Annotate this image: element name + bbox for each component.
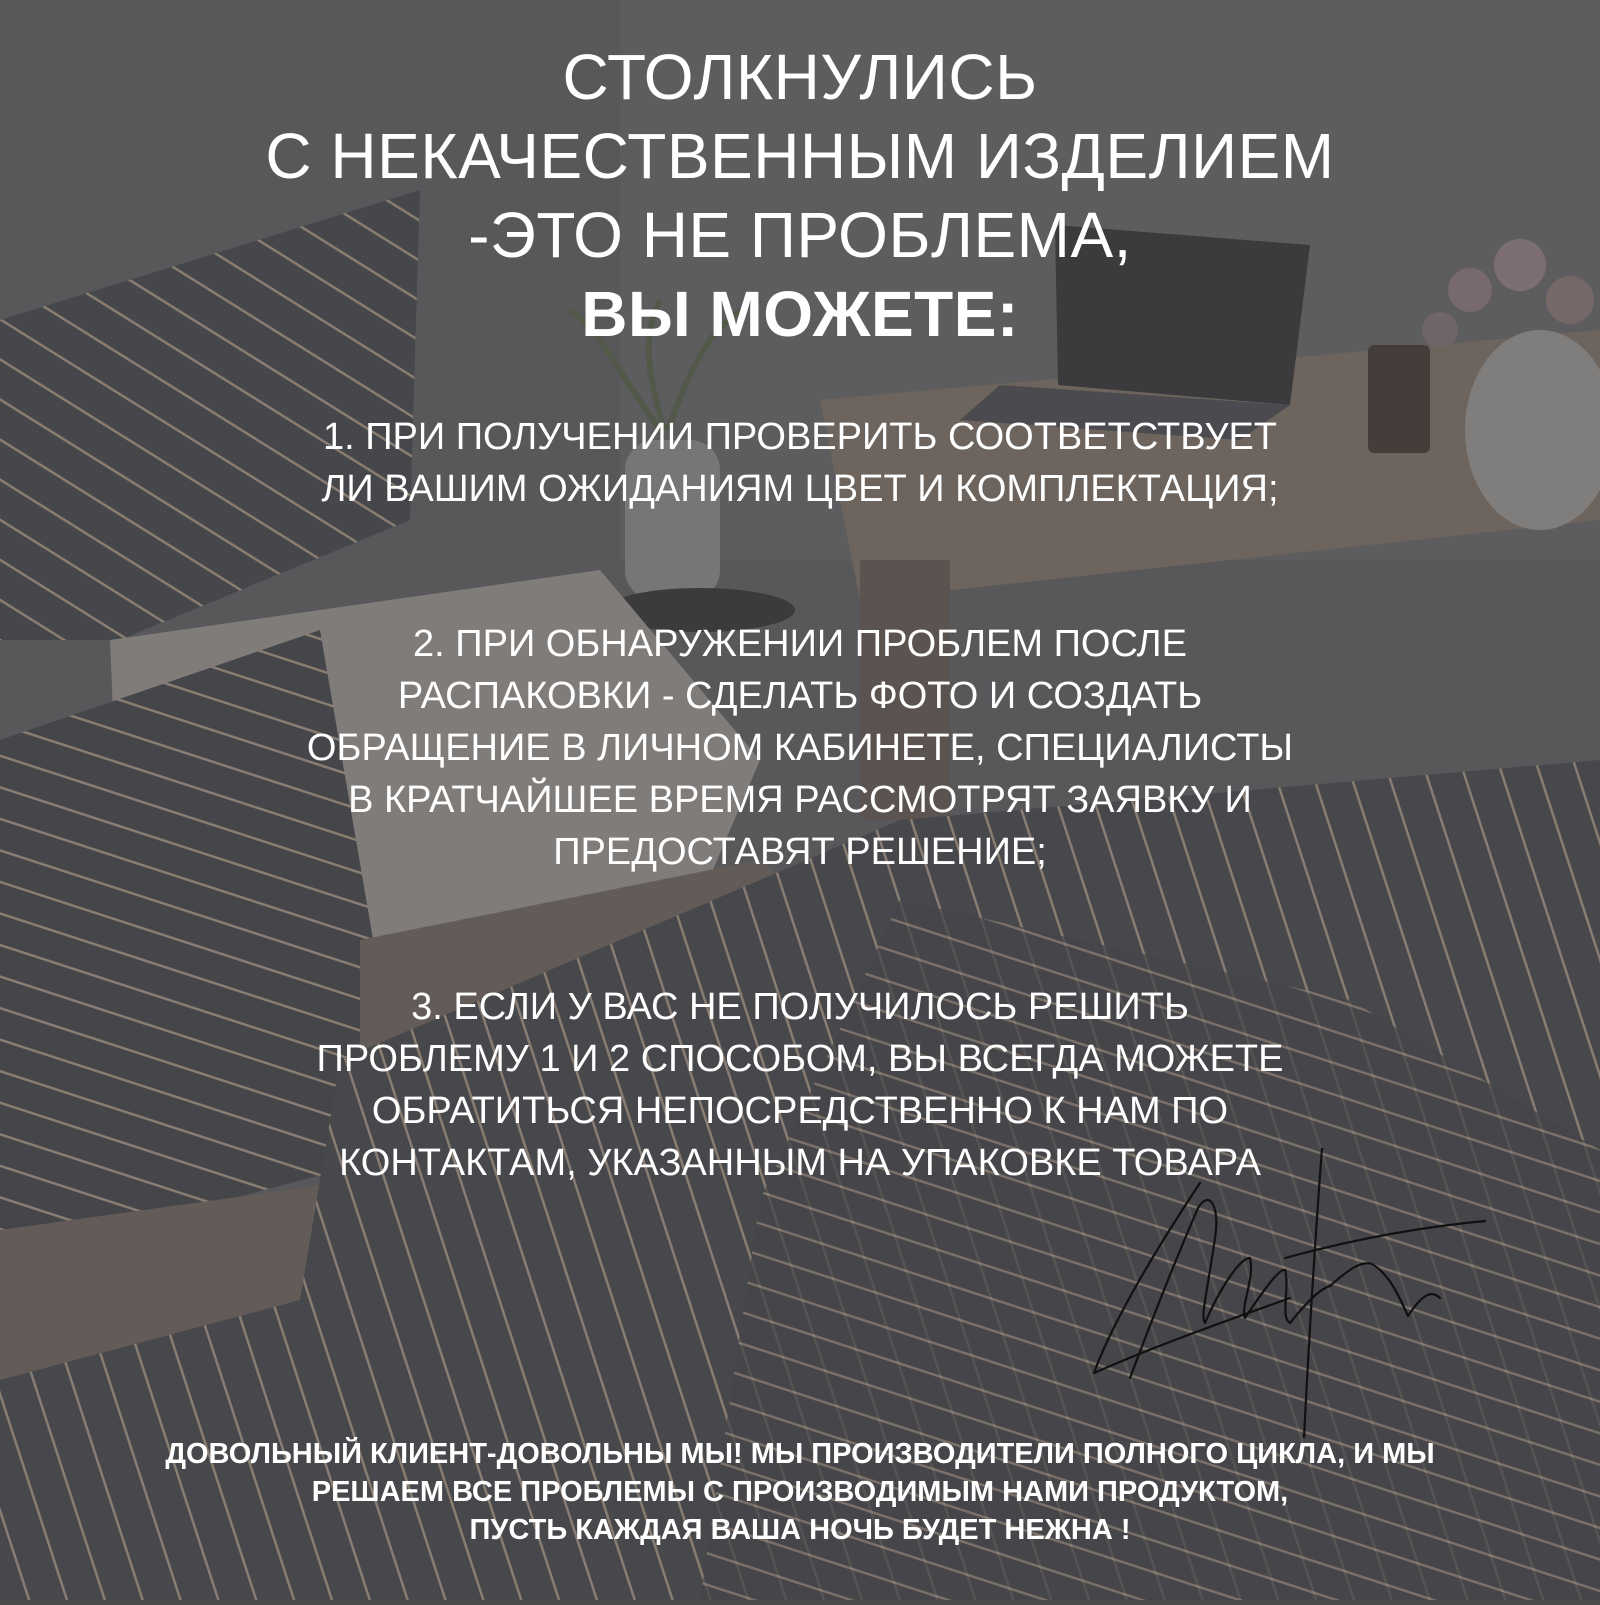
headline-line-4: ВЫ МОЖЕТЕ: (581, 278, 1019, 350)
footer-line: ДОВОЛЬНЫЙ КЛИЕНТ-ДОВОЛЬНЫ МЫ! МЫ ПРОИЗВОДИТЕЛИ ПОЛНОГО ЦИКЛА, И МЫ (165, 1438, 1435, 1470)
step-2-line: ОБРАЩЕНИЕ В ЛИЧНОМ КАБИНЕТЕ, СПЕЦИАЛИСТЫ (306, 727, 1294, 769)
step-1-line: ЛИ ВАШИМ ОЖИДАНИЯМ ЦВЕТ И КОМПЛЕКТАЦИЯ; (321, 468, 1279, 510)
step-3-line: 3. ЕСЛИ У ВАС НЕ ПОЛУЧИЛОСЬ РЕШИТЬ (411, 986, 1189, 1028)
step-2-line: В КРАТЧАЙШЕЕ ВРЕМЯ РАССМОТРЯТ ЗАЯВКУ И (348, 779, 1252, 821)
step-2 (0, 618, 1600, 878)
step-3-line: КОНТАКТАМ, УКАЗАННЫМ НА УПАКОВКЕ ТОВАРА (339, 1142, 1261, 1184)
footer-line: РЕШАЕМ ВСЕ ПРОБЛЕМЫ С ПРОИЗВОДИМЫМ НАМИ ПРОДУКТОМ, (311, 1476, 1289, 1508)
headline-line-1: СТОЛКНУЛИСЬ (562, 41, 1038, 113)
step-2-line: 2. ПРИ ОБНАРУЖЕНИИ ПРОБЛЕМ ПОСЛЕ (413, 623, 1187, 665)
headline (0, 38, 1600, 354)
step-2-line: ПРЕДОСТАВЯТ РЕШЕНИЕ; (553, 831, 1047, 873)
step-1 (0, 411, 1600, 515)
footer-line: ПУСТЬ КАЖДАЯ ВАША НОЧЬ БУДЕТ НЕЖНА ! (469, 1514, 1131, 1546)
step-2-line: РАСПАКОВКИ - СДЕЛАТЬ ФОТО И СОЗДАТЬ (397, 675, 1203, 717)
step-3-line: ПРОБЛЕМУ 1 И 2 СПОСОБОМ, ВЫ ВСЕГДА МОЖЕТЕ (316, 1038, 1284, 1080)
footer-message (0, 1435, 1600, 1549)
step-1-line: 1. ПРИ ПОЛУЧЕНИИ ПРОВЕРИТЬ СООТВЕТСТВУЕТ (322, 416, 1278, 458)
headline-line-3: -ЭТО НЕ ПРОБЛЕМА, (468, 199, 1132, 271)
signature-icon (1090, 1148, 1520, 1438)
headline-line-2: С НЕКАЧЕСТВЕННЫМ ИЗДЕЛИЕМ (265, 120, 1335, 192)
step-3-line: ОБРАТИТЬСЯ НЕПОСРЕДСТВЕННО К НАМ ПО (371, 1090, 1229, 1132)
